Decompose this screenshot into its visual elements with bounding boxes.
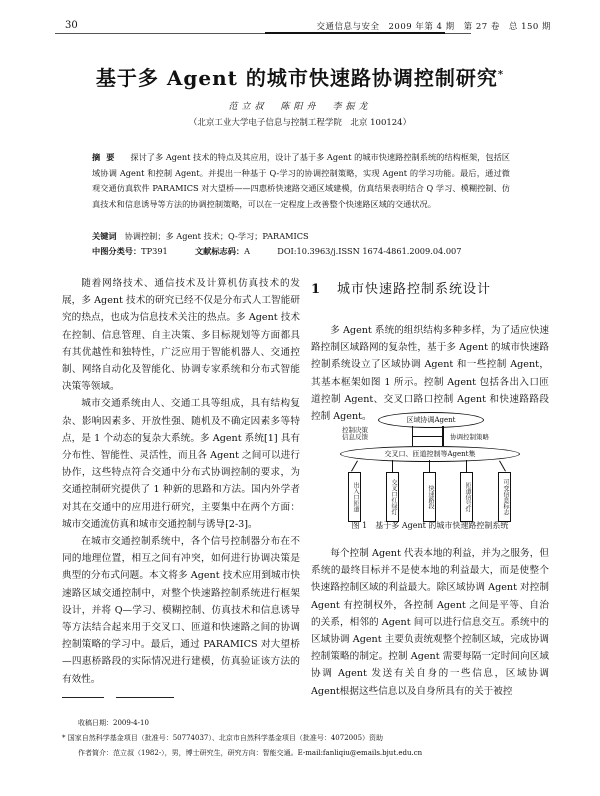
- leaf-node: 匝道信号灯: [460, 472, 473, 522]
- classification-line: [92, 246, 532, 257]
- section-heading: [311, 278, 491, 297]
- page-number: 30: [65, 20, 78, 31]
- classification-label: 中图分类号：: [92, 246, 142, 256]
- paragraph: 在城市交通控制系统中，各个信号控制器分布在不同的地理位置，相互之间有冲突，如何进行协调决策是典型的分布式问题。本文将多 Agent 技术应用到城市快速路区域交通控制中，对整个快速路控制系统进行框架设计，并将 Q—学习、模糊控制、仿真技术和信息诱导等方法结合起来用于交叉口、匝道和快速路之间的协调控制策略的学习中。最后，通过 PARAMICS 对大望桥—四惠桥路段的实际情况进行建模，仿真验证该方法的有效性。: [62, 536, 300, 685]
- abstract: [92, 150, 510, 212]
- authors: 范立叔 陈阳舟 李振龙: [228, 102, 372, 112]
- header-rule-thick: [265, 32, 445, 34]
- footnote-rule: [62, 697, 104, 698]
- connector: [412, 436, 444, 437]
- paragraph: 多 Agent 系统的组织结构多种多样，为了适应快速路控制区域路网的复杂性，基于多 Agent 的城市快速路控制系统设立了区域协调 Agent 和一些控制 Agent，其基本框架如图 1 所示。控制 Agent 包括各出入口匝道控制 Agent、交叉口路口控制 Agent 和快速路路段控制 Agent。: [311, 325, 549, 423]
- footnote-received: 收稿日期：2009-4-10: [78, 719, 149, 727]
- leaf-node: 快速路段: [423, 472, 436, 522]
- footnote-author-bio: 作者简介：范立叔（1982-），男，博士研究生，研究方向：智能交通。E-mail:fanliqiu@emails.bjut.edu.cn: [78, 749, 423, 757]
- keywords-label: 关键词: [92, 231, 117, 241]
- journal-info: 交通信息与安全 2009 年第 4 期 第 27 卷 总 150 期: [316, 22, 551, 32]
- label-control-decision: 控制决策 信息反馈: [342, 426, 368, 441]
- leaf-node: 出入口匝道: [348, 472, 361, 522]
- paragraph: 随着网络技术、通信技术及计算机仿真技术的发展，多 Agent 技术的研究已经不仅是分布式人工智能研究的热点，也成为信息技术关注的热点。多 Agent 技术在控制、信息管理、自主决策、多目标规划等方面都具有其优越性和独特性，广泛应用于智能机器人、交通控制、网络自动化及智能化、协调专家系统和分布式智能决策等领域。: [62, 278, 300, 393]
- right-column-top: [311, 322, 549, 425]
- section-title: 城市快速路控制系统设计: [337, 282, 492, 297]
- doc-code: A: [244, 246, 251, 256]
- paragraph: 城市交通系统由人、交通工具等组成，具有结构复杂、影响因素多、开放性强、随机及不确定因素多等特点，是 1 个动态的复杂大系统。多 Agent 系统[1] 具有分布性、智能性、灵活性，而且各 Agent 之间可以进行协作，这些特点符合交通中分布式协调控制的要求，为交通控制研究提供了 1 种新的思路和方法。国内外学者对其在交通中的应用进行研究，主要集中在两个方面：城市交通流仿真和城市交通控制与诱导[2-3]。: [62, 398, 300, 530]
- node-agent-set: 交叉口、匝道控制等Agent集: [340, 446, 520, 462]
- edge: [499, 461, 506, 472]
- paragraph: 每个控制 Agent 代表本地的利益，并为之服务，但系统的最终目标并不是使本地的利益最大，而是使整个快速路控制区域的利益最大。除区域协调 Agent 对控制 Agent 有控制权外，各控制 Agent 之间是平等、自治的关系，相邻的 Agent 间可以进行信息交互。系统中的区域协调 Agent 主要负责统观整个控制区域，完成协调控制策略的制定。控制 Agent 需要每隔一定时间向区域协调 Agent 发送有关自身的一些信息，区域协调 Agent根据这些信息以及自身所具有的关于被控: [311, 548, 549, 697]
- footnote-rule: [116, 697, 174, 698]
- abstract-text: 探讨了多 Agent 技术的特点及其应用，设计了基于多 Agent 的城市快速路控制系统的结构框架，包括区域协调 Agent 和控制 Agent。并提出一种基于 Q-学习的协调控制策略，实现 Agent 的学习功能。最后，通过微观交通仿真软件 PARAMICS 对大望桥——四惠桥快速路交通区域建模，仿真结果表明结合 Q 学习、模糊控制、仿真技术和信息诱导等方法的协调控制策略，可以在一定程度上改善整个快速路区域的交通状况。: [92, 152, 510, 209]
- edge: [429, 460, 430, 472]
- article-title: [0, 62, 600, 91]
- edge: [466, 460, 467, 472]
- title-text: 基于多 Agent 的城市快速路协调控制研究: [95, 66, 498, 90]
- right-column-bottom: [311, 545, 549, 700]
- abstract-label: 摘要: [92, 152, 121, 162]
- title-footnote-mark: *: [497, 69, 505, 81]
- left-column: [62, 275, 300, 688]
- edge: [392, 460, 393, 472]
- doi[interactable]: DOI:10.3963/j.ISSN 1674-4861.2009.04.007: [277, 246, 462, 256]
- node-regional-coordination-agent: 区域协调Agent: [378, 412, 484, 428]
- running-header: [55, 14, 551, 34]
- label-coordination-strategy: 协调控制策略: [450, 433, 489, 441]
- keywords-text: 协调控制；多 Agent 技术；Q-学习；PARAMICS: [124, 231, 309, 241]
- figure-1-diagram: [340, 412, 520, 522]
- doc-code-label: 文献标志码：: [194, 246, 245, 256]
- leaf-node: 交叉口红绿灯: [386, 472, 399, 522]
- figure-caption: 图 1 基于多 Agent 的城市快速路控制系统: [351, 521, 509, 530]
- classification-code: TP391: [141, 246, 168, 256]
- section-number: 1: [311, 282, 322, 297]
- affiliation: （北京工业大学电子信息与控制工程学院 北京 100124）: [188, 118, 412, 128]
- edge: [351, 461, 358, 472]
- footnote-funding: * 国家自然科学基金项目（批准号：50774037）、北京市自然科学基金项目（批准号：4072005）资助: [62, 734, 384, 742]
- leaf-node: 可变信息标志: [498, 472, 511, 522]
- keywords: [92, 231, 510, 242]
